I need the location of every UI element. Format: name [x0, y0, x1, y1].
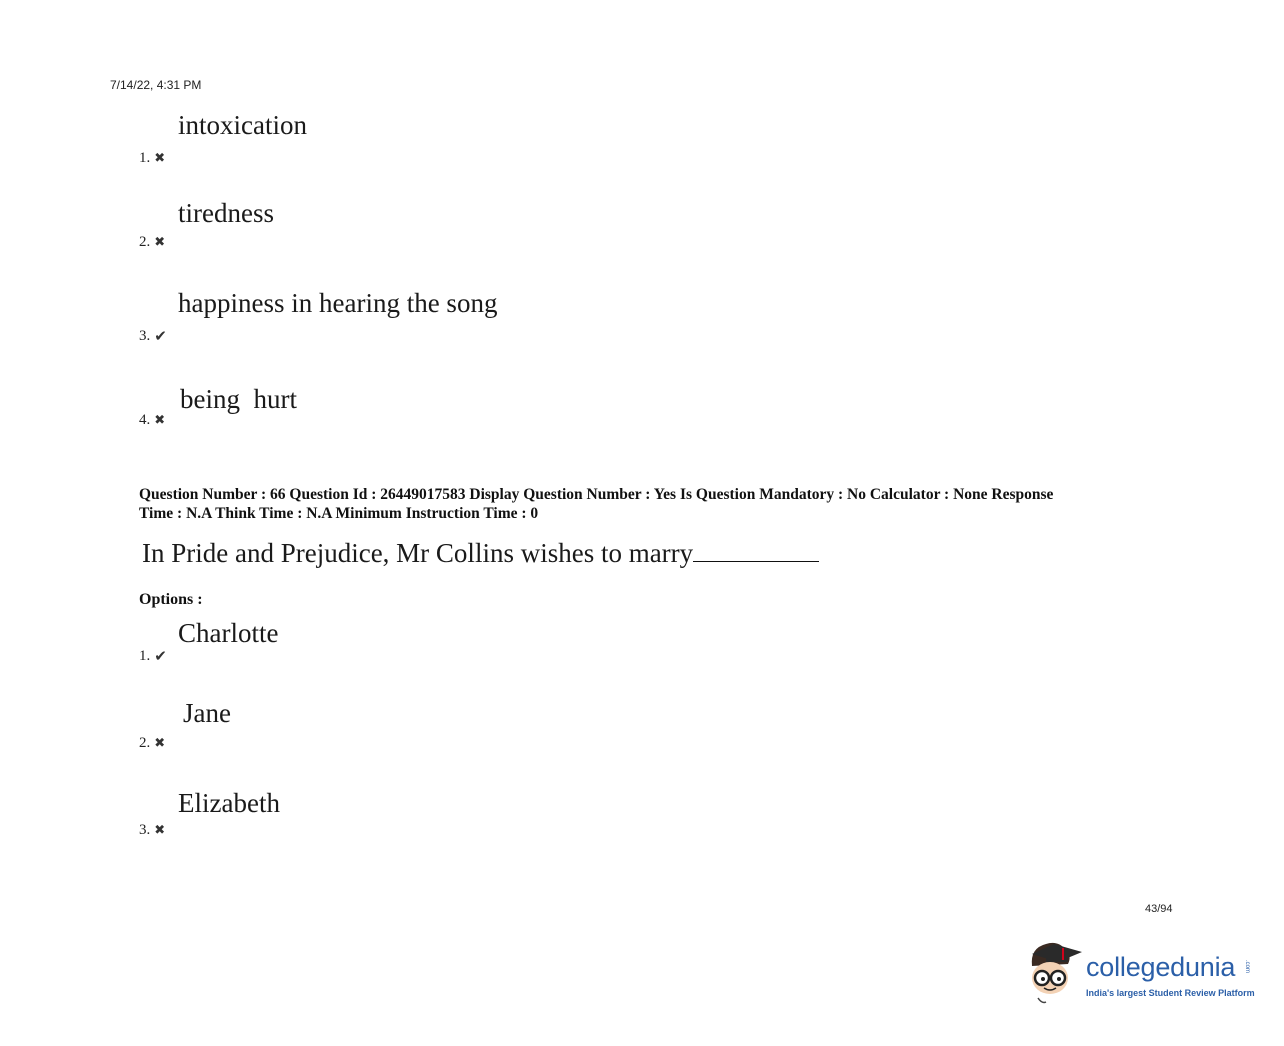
option-1-text: Charlotte	[178, 618, 279, 648]
logo-wordmark: collegedunia	[1086, 952, 1236, 982]
question-metadata-line-2: Time : N.A Think Time : N.A Minimum Instruction Time : 0	[139, 505, 539, 522]
option-number: 2.	[139, 234, 151, 250]
option-3-text: Elizabeth	[178, 788, 280, 818]
cross-icon: ✖	[154, 823, 166, 838]
option-3-number	[139, 822, 165, 839]
page-number: 43/94	[1145, 903, 1173, 915]
logo-tagline: India's largest Student Review Platform	[1086, 988, 1255, 998]
option-number: 3.	[139, 822, 151, 838]
question-metadata-line-1: Question Number : 66 Question Id : 26449017583 Display Question Number : Yes Is Question Mandatory : No Calculator : None Response	[139, 486, 1054, 503]
prev-option-4-number	[139, 412, 165, 429]
options-label: Options :	[139, 591, 203, 608]
prev-option-1-text: intoxication	[178, 110, 307, 140]
answer-blank	[693, 539, 819, 562]
cross-icon: ✖	[154, 151, 166, 166]
prev-option-3-number	[139, 328, 167, 345]
mascot-icon	[1024, 938, 1086, 1010]
cross-icon: ✖	[154, 736, 166, 751]
check-icon: ✔	[154, 327, 167, 345]
question-text	[142, 538, 819, 569]
prev-option-3-text: happiness in hearing the song	[178, 288, 498, 318]
question-metadata	[139, 485, 1139, 523]
option-2-text: Jane	[183, 698, 231, 728]
cross-icon: ✖	[154, 235, 166, 250]
option-number: 2.	[139, 735, 151, 751]
prev-option-4-text: being hurt	[180, 384, 297, 414]
check-icon: ✔	[154, 647, 167, 665]
cross-icon: ✖	[154, 413, 166, 428]
prev-option-2-text: tiredness	[178, 198, 274, 228]
option-number: 1.	[139, 150, 151, 166]
option-number: 3.	[139, 328, 151, 344]
option-number: 1.	[139, 648, 151, 664]
option-2-number	[139, 735, 165, 752]
question-stem: In Pride and Prejudice, Mr Collins wishes to marry	[142, 538, 694, 568]
option-1-number	[139, 648, 167, 665]
prev-option-2-number	[139, 234, 165, 251]
logo-suffix: .com	[1244, 960, 1250, 974]
prev-option-1-number	[139, 150, 165, 167]
collegedunia-logo	[1024, 938, 1264, 1010]
option-number: 4.	[139, 412, 151, 428]
print-timestamp: 7/14/22, 4:31 PM	[110, 78, 202, 92]
